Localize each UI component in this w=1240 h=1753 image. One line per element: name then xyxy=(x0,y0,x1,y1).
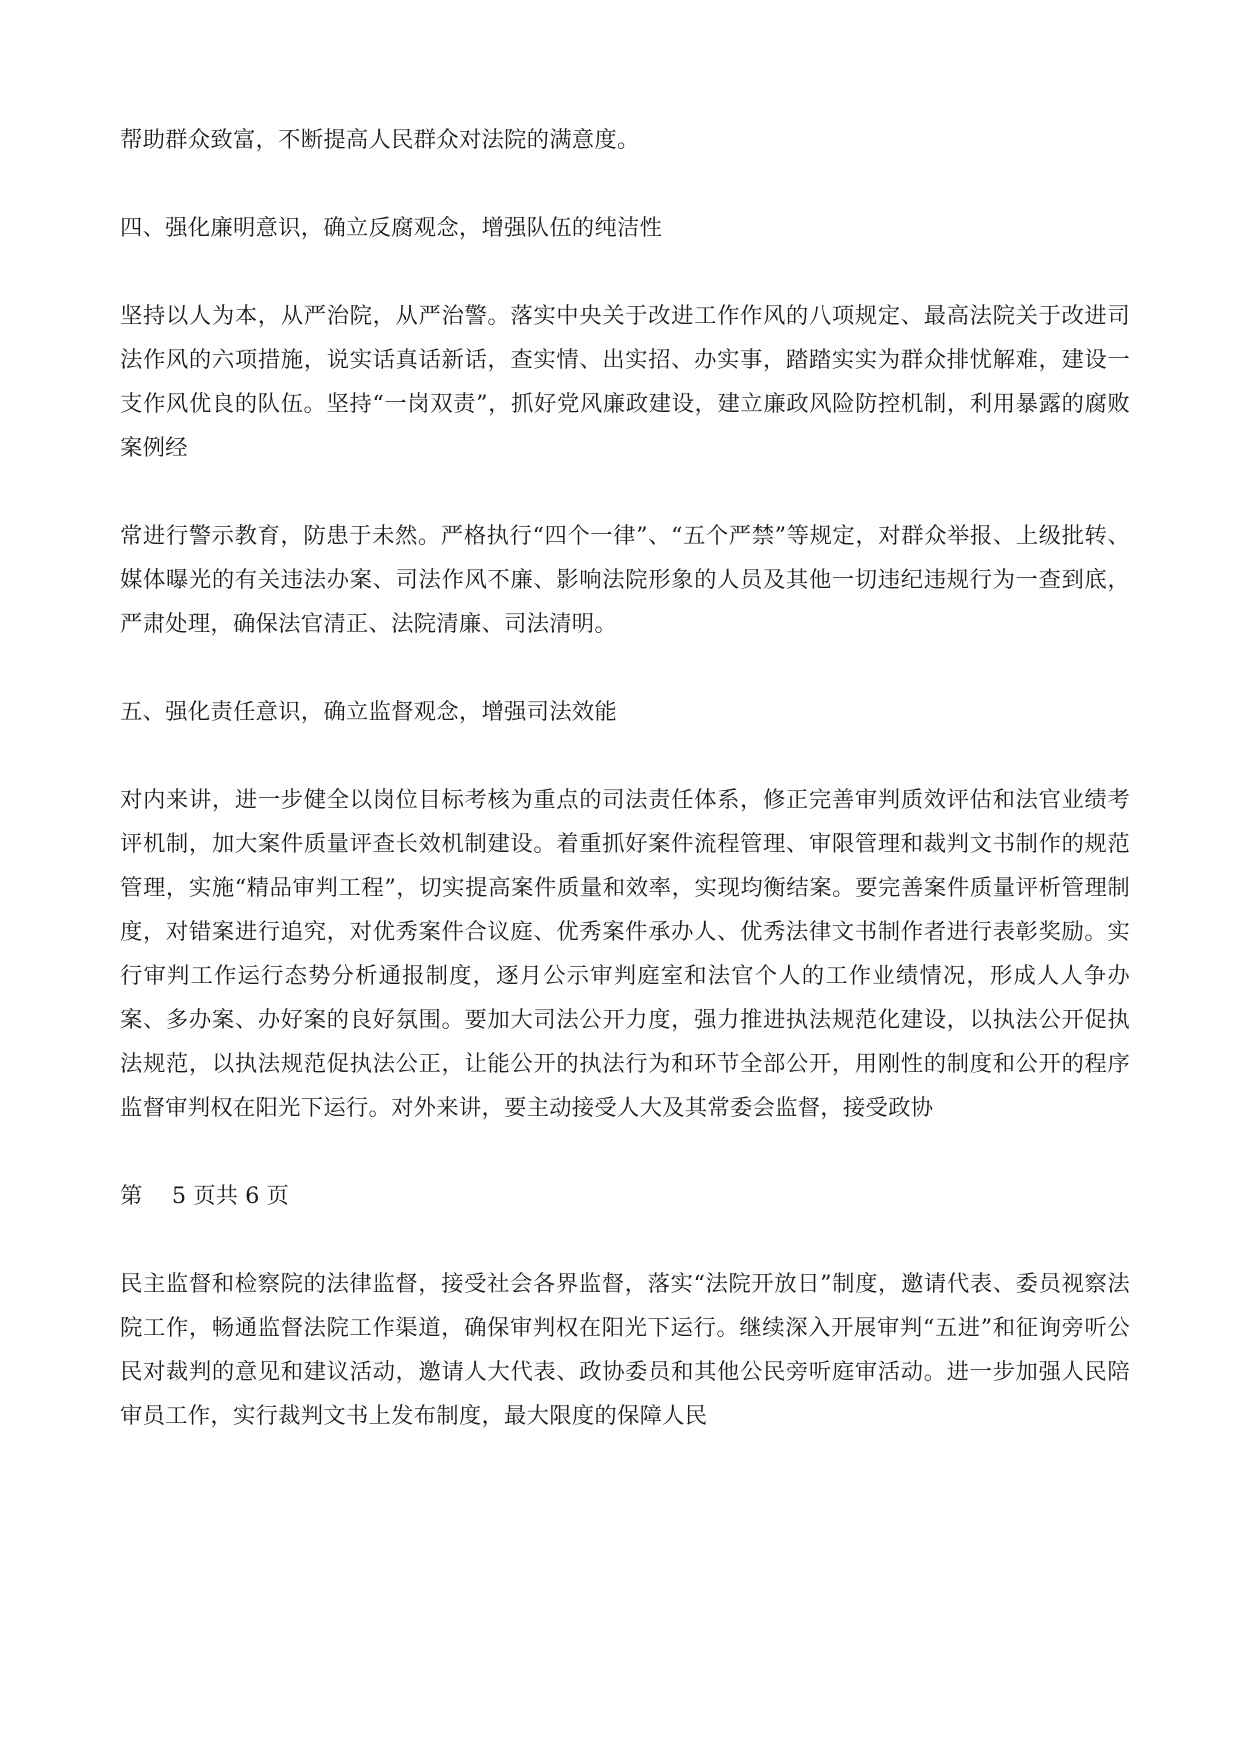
paragraph-gap xyxy=(120,734,1130,778)
paragraph-2: 坚持以人为本，从严治院，从严治警。落实中央关于改进工作作风的八项规定、最高法院关于改进司法作风的六项措施，说实话真话新话，查实情、出实招、办实事，踏踏实实为群众排忧解难，建设一支作风优良的队伍。坚持“一岗双责”，抓好党风廉政建设，建立廉政风险防控机制，利用暴露的腐败案例经 xyxy=(120,303,1130,461)
paragraph-gap xyxy=(120,470,1130,514)
document-page xyxy=(120,118,1130,1438)
paragraph-3: 常进行警示教育，防患于未然。严格执行“四个一律”、“五个严禁”等规定，对群众举报、上级批转、媒体曝光的有关违法办案、司法作风不廉、影响法院形象的人员及其他一切违纪违规行为一查到底，严肃处理，确保法官清正、法院清廉、司法清明。 xyxy=(120,523,1130,637)
section-heading-4: 四、强化廉明意识，确立反腐观念，增强队伍的纯洁性 xyxy=(120,215,663,241)
paragraph-4: 对内来讲，进一步健全以岗位目标考核为重点的司法责任体系，修正完善审判质效评估和法官业绩考评机制，加大案件质量评查长效机制建设。着重抓好案件流程管理、审限管理和裁判文书制作的规范管理，实施“精品审判工程”，切实提高案件质量和效率，实现均衡结案。要完善案件质量评析管理制度，对错案进行追究，对优秀案件合议庭、优秀案件承办人、优秀法律文书制作者进行表彰奖励。实行审判工作运行态势分析通报制度，逐月公示审判庭室和法官个人的工作业绩情况，形成人人争办案、多办案、办好案的良好氛围。要加大司法公开力度，强力推进执法规范化建设，以执法公开促执法规范，以执法规范促执法公正，让能公开的执法行为和环节全部公开，用刚性的制度和公开的程序监督审判权在阳光下运行。对外来讲，要主动接受人大及其常委会监督，接受政协 xyxy=(120,787,1130,1121)
paragraph-gap xyxy=(120,162,1130,206)
paragraph-gap xyxy=(120,1218,1130,1262)
paragraph-gap xyxy=(120,1130,1130,1174)
section-heading-5: 五、强化责任意识，确立监督观念，增强司法效能 xyxy=(120,699,617,725)
paragraph-5: 民主监督和检察院的法律监督，接受社会各界监督，落实“法院开放日”制度，邀请代表、委员视察法院工作，畅通监督法院工作渠道，确保审判权在阳光下运行。继续深入开展审判“五进”和征询旁听公民对裁判的意见和建议活动，邀请人大代表、政协委员和其他公民旁听庭审活动。进一步加强人民陪审员工作，实行裁判文书上发布制度，最大限度的保障人民 xyxy=(120,1271,1130,1429)
page-number: 第 5 页共 6 页 xyxy=(120,1183,289,1209)
paragraph-gap xyxy=(120,250,1130,294)
paragraph-gap xyxy=(120,646,1130,690)
paragraph-1: 帮助群众致富，不断提高人民群众对法院的满意度。 xyxy=(120,127,640,153)
